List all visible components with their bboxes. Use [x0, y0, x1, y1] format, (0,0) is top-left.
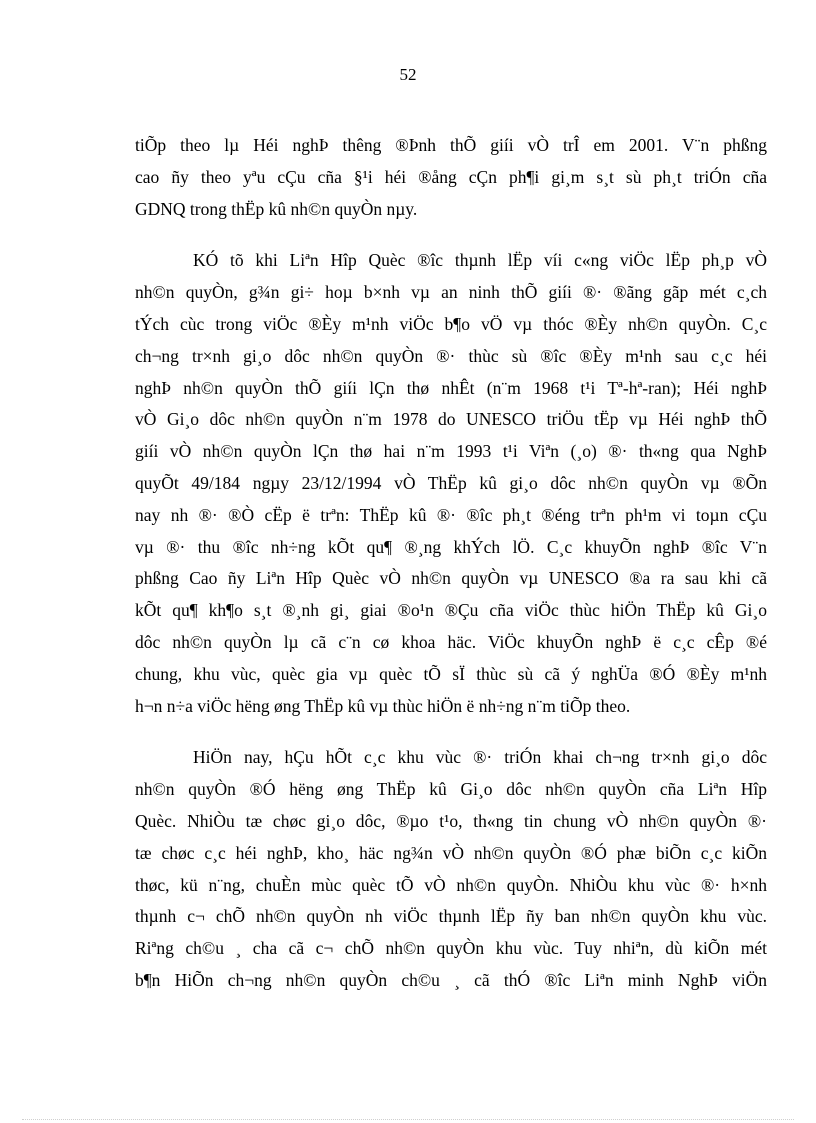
text-line: ch¬ng tr×nh gi¸o dôc nh©n quyÒn ®· thùc sù ®îc ®Èy m¹nh sau c¸c héi	[135, 345, 767, 366]
text-line: HiÖn nay, hÇu hÕt c¸c khu vùc ®· triÓn khai ch¬ng tr×nh gi¸o dôc	[193, 747, 767, 768]
text-line: phßng Cao ñy Liªn Hîp Quèc vÒ nh©n quyÒn vµ UNESCO ®a ra sau khi cã	[135, 568, 767, 589]
paragraph-2	[135, 245, 767, 722]
text-line: nay nh ®· ®Ò cËp ë trªn: ThËp kû ®· ®îc ph¸t ®éng trªn ph¹m vi toµn cÇu	[135, 504, 767, 525]
page-bottom-rule	[22, 1119, 794, 1120]
text-line: thøc, kü n¨ng, chuÈn mùc quèc tÕ vÒ nh©n quyÒn. NhiÒu khu vùc ®· h×nh	[135, 874, 767, 895]
text-line: kÕt qu¶ kh¶o s¸t ®¸nh gi¸ giai ®o¹n ®Çu cña viÖc thùc hiÖn ThËp kû Gi¸o	[135, 600, 767, 621]
text-line: vµ ®· thu ®îc nh÷ng kÕt qu¶ ®¸ng khÝch lÖ. C¸c khuyÕn nghÞ ®îc V¨n	[135, 536, 767, 557]
text-line: nghÞ nh©n quyÒn thÕ giíi lÇn thø nhÊt (n¨m 1968 t¹i Tª-hª-ran); Héi nghÞ	[135, 377, 767, 398]
text-line: nh©n quyÒn ®Ó hëng øng ThËp kû Gi¸o dôc nh©n quyÒn cña Liªn Hîp	[135, 779, 767, 800]
text-line: tiÕp theo lµ Héi nghÞ thêng ®Þnh thÕ giíi vÒ trÎ em 2001. V¨n phßng	[135, 135, 767, 155]
text-line: KÓ tõ khi Liªn Hîp Quèc ®îc thµnh lËp víi c«ng viÖc lËp ph¸p vÒ	[193, 250, 767, 271]
text-line: thµnh c¬ chÕ nh©n quyÒn nh viÖc thµnh lËp ñy ban nh©n quyÒn khu vùc.	[135, 906, 767, 927]
page-number: 52	[399, 65, 417, 84]
body-text	[135, 130, 767, 997]
text-line: giíi vÒ nh©n quyÒn lÇn thø hai n¨m 1993 t¹i Viªn (¸o) ®· th«ng qua NghÞ	[135, 441, 767, 462]
text-line: tæ chøc c¸c héi nghÞ, kho¸ häc ng¾n vÒ nh©n quyÒn ®Ó phæ biÕn c¸c kiÕn	[135, 842, 767, 863]
text-line: vÒ Gi¸o dôc nh©n quyÒn n¨m 1978 do UNESCO triÖu tËp vµ Héi nghÞ thÕ	[135, 409, 767, 430]
text-line: quyÕt 49/184 ngµy 23/12/1994 vÒ ThËp kû gi¸o dôc nh©n quyÒn vµ ®Õn	[135, 472, 767, 493]
text-line: Riªng ch©u ¸ cha cã c¬ chÕ nh©n quyÒn khu vùc. Tuy nhiªn, dù kiÕn mét	[135, 938, 767, 959]
text-line: b¶n HiÕn ch¬ng nh©n quyÒn ch©u ¸ cã thÓ ®îc Liªn minh NghÞ viÖn	[135, 969, 767, 990]
text-line: tÝch cùc trong viÖc ®Èy m¹nh viÖc b¶o vÖ vµ thóc ®Èy nh©n quyÒn. C¸c	[135, 313, 767, 334]
text-line: GDNQ trong thËp kû nh©n quyÒn nµy.	[135, 198, 418, 219]
text-line: nh©n quyÒn, g¾n gi÷ hoµ b×nh vµ an ninh thÕ giíi ®· ®ãng gãp mét c¸ch	[135, 282, 767, 303]
text-line: Quèc. NhiÒu tæ chøc gi¸o dôc, ®µo t¹o, th«ng tin chung vÒ nh©n quyÒn ®·	[135, 810, 767, 831]
text-line: dôc nh©n quyÒn lµ cã c¨n cø khoa häc. ViÖc khuyÕn nghÞ ë c¸c cÊp ®é	[135, 631, 767, 652]
paragraph-3	[135, 742, 767, 996]
paragraph-1	[135, 130, 767, 225]
text-line: cao ñy theo yªu cÇu cña §¹i héi ®ång cÇn ph¶i gi¸m s¸t sù ph¸t triÓn cña	[135, 166, 767, 187]
text-line: h¬n n÷a viÖc hëng øng ThËp kû vµ thùc hiÖn ë nh÷ng n¨m tiÕp theo.	[135, 695, 631, 716]
text-line: chung, khu vùc, quèc gia vµ quèc tÕ sÏ thùc sù cã ý nghÜa ®Ó ®Èy m¹nh	[135, 663, 767, 684]
